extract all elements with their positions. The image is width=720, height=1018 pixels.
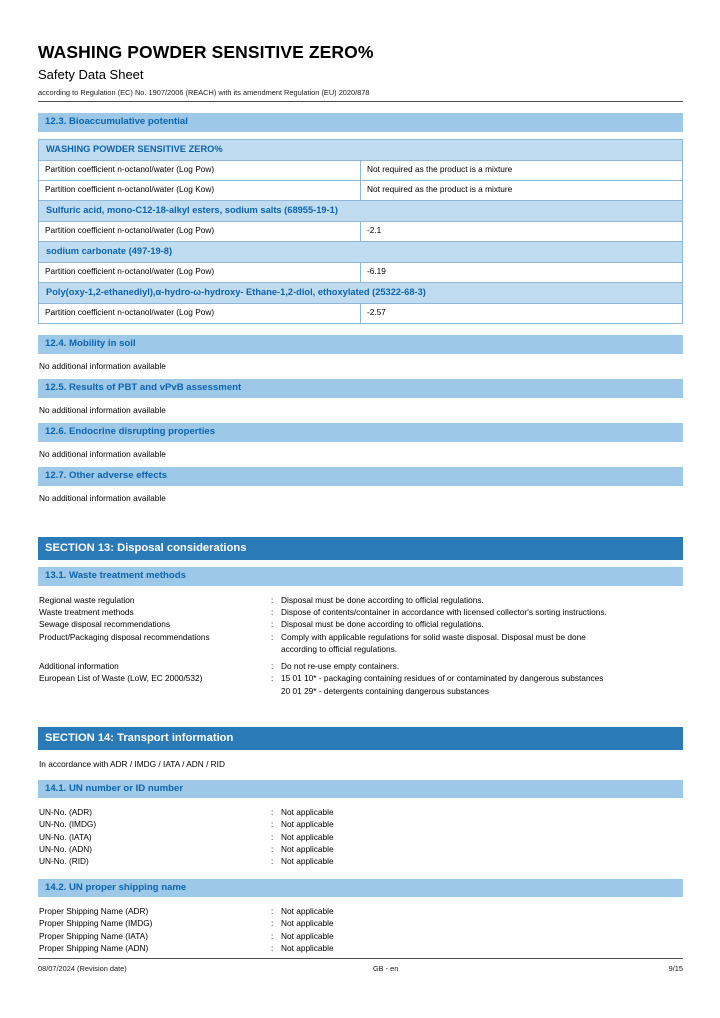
subsection-heading-12-5: 12.5. Results of PBT and vPvB assessment bbox=[38, 379, 683, 398]
un-number-list bbox=[38, 798, 683, 867]
spacer bbox=[38, 102, 683, 113]
subsection-body-12-6: No additional information available bbox=[39, 448, 166, 459]
subsection-heading-13-1: 13.1. Waste treatment methods bbox=[38, 567, 683, 586]
sds-page bbox=[38, 0, 683, 1018]
item-separator: : bbox=[271, 843, 274, 854]
item-separator: : bbox=[271, 631, 274, 642]
item-label: Proper Shipping Name (IMDG) bbox=[39, 918, 153, 929]
item-label: UN-No. (ADN) bbox=[39, 843, 93, 854]
property-value: -2.57 bbox=[361, 304, 683, 324]
list-item bbox=[38, 618, 683, 630]
spacer bbox=[38, 324, 683, 335]
subsection-body-12-4: No additional information available bbox=[39, 360, 166, 371]
spacer bbox=[38, 560, 683, 567]
substance-name: Poly(oxy-1,2-ethanediyl),α-hydro-ω-hydroxy- Ethane-1,2-diol, ethoxylated (25322-68-3) bbox=[39, 283, 683, 304]
list-item bbox=[38, 855, 683, 867]
property-value: Not required as the product is a mixture bbox=[361, 181, 683, 201]
item-value: Not applicable bbox=[281, 807, 334, 818]
subsection-heading-12-6: 12.6. Endocrine disrupting properties bbox=[38, 423, 683, 442]
document-header bbox=[38, 0, 683, 102]
item-label: Proper Shipping Name (ADR) bbox=[39, 906, 149, 917]
item-label: Regional waste regulation bbox=[39, 594, 135, 605]
item-value-line: Comply with applicable regulations for solid waste disposal. Disposal must be done bbox=[281, 631, 586, 642]
page-footer bbox=[38, 958, 683, 973]
list-item bbox=[38, 594, 683, 606]
item-value-line: Disposal must be done according to official regulations. bbox=[281, 594, 484, 605]
list-item bbox=[38, 631, 683, 656]
property-value: -6.19 bbox=[361, 263, 683, 283]
substance-name: WASHING POWDER SENSITIVE ZERO% bbox=[39, 139, 683, 160]
property-label: Partition coefficient n-octanol/water (Log Pow) bbox=[39, 304, 361, 324]
list-item bbox=[38, 930, 683, 942]
item-label: Sewage disposal recommendations bbox=[39, 619, 170, 630]
property-label: Partition coefficient n-octanol/water (Log Pow) bbox=[39, 161, 361, 181]
subsection-heading-12-7: 12.7. Other adverse effects bbox=[38, 467, 683, 486]
item-value: Not applicable bbox=[281, 856, 334, 867]
item-value: Not applicable bbox=[281, 906, 334, 917]
property-label: Partition coefficient n-octanol/water (Log Pow) bbox=[39, 263, 361, 283]
spacer bbox=[38, 697, 683, 727]
item-separator: : bbox=[271, 819, 274, 830]
item-label: European List of Waste (LoW, EC 2000/532) bbox=[39, 673, 203, 684]
footer-revision-date: 08/07/2024 (Revision date) bbox=[38, 964, 127, 973]
section-heading-14: SECTION 14: Transport information bbox=[38, 727, 683, 750]
item-value bbox=[281, 618, 683, 630]
table-body bbox=[39, 139, 683, 323]
item-separator: : bbox=[271, 906, 274, 917]
list-item bbox=[38, 660, 683, 672]
item-label: Proper Shipping Name (ADN) bbox=[39, 942, 149, 953]
property-label: Partition coefficient n-octanol/water (Log Kow) bbox=[39, 181, 361, 201]
property-value: Not required as the product is a mixture bbox=[361, 161, 683, 181]
list-item bbox=[38, 672, 683, 697]
list-item bbox=[38, 606, 683, 618]
transport-intro: In accordance with ADR / IMDG / IATA / ADN / RID bbox=[39, 759, 225, 770]
table-group-header bbox=[39, 283, 683, 304]
item-value bbox=[281, 672, 683, 697]
subsection-body-12-5: No additional information available bbox=[39, 404, 166, 415]
item-separator: : bbox=[271, 673, 274, 684]
table-row bbox=[39, 181, 683, 201]
item-value-continuation: 20 01 29* - detergents containing dangerous substances bbox=[281, 685, 490, 696]
waste-treatment-list bbox=[38, 586, 683, 697]
item-value: Not applicable bbox=[281, 930, 334, 941]
table-row bbox=[39, 161, 683, 181]
item-label: UN-No. (IMDG) bbox=[39, 819, 97, 830]
subsection-body-12-7: No additional information available bbox=[39, 492, 166, 503]
list-item bbox=[38, 917, 683, 929]
table-group-header bbox=[39, 201, 683, 222]
item-separator: : bbox=[271, 607, 274, 618]
list-item bbox=[38, 905, 683, 917]
item-separator: : bbox=[271, 661, 274, 672]
regulation-reference: according to Regulation (EC) No. 1907/2006 (REACH) with its amendment Regulation (EU) 2020/878 bbox=[38, 87, 370, 97]
item-value bbox=[281, 631, 683, 656]
item-value bbox=[281, 660, 683, 672]
item-separator: : bbox=[271, 918, 274, 929]
item-separator: : bbox=[271, 831, 274, 842]
item-label: UN-No. (RID) bbox=[39, 856, 89, 867]
list-item bbox=[38, 942, 683, 954]
item-label: Proper Shipping Name (IATA) bbox=[39, 930, 148, 941]
subsection-heading-12-3: 12.3. Bioaccumulative potential bbox=[38, 113, 683, 132]
item-value-continuation: according to official regulations. bbox=[281, 643, 398, 654]
subsection-heading-14-2: 14.2. UN proper shipping name bbox=[38, 879, 683, 898]
item-value-line: Do not re-use empty containers. bbox=[281, 661, 400, 672]
item-label: Waste treatment methods bbox=[39, 607, 134, 618]
item-label: UN-No. (IATA) bbox=[39, 831, 92, 842]
table-row bbox=[39, 304, 683, 324]
item-label: UN-No. (ADR) bbox=[39, 807, 93, 818]
bioaccumulative-potential-table bbox=[38, 139, 683, 324]
table-row bbox=[39, 263, 683, 283]
item-value: Not applicable bbox=[281, 831, 334, 842]
list-item bbox=[38, 818, 683, 830]
item-separator: : bbox=[271, 619, 274, 630]
item-value: Not applicable bbox=[281, 819, 334, 830]
footer-content bbox=[38, 959, 683, 973]
item-label: Additional information bbox=[39, 661, 119, 672]
substance-name: Sulfuric acid, mono-C12-18-alkyl esters, sodium salts (68955-19-1) bbox=[39, 201, 683, 222]
property-label: Partition coefficient n-octanol/water (Log Pow) bbox=[39, 222, 361, 242]
item-value bbox=[281, 606, 683, 618]
substance-name: sodium carbonate (497-19-8) bbox=[39, 242, 683, 263]
table-group-header bbox=[39, 139, 683, 160]
spacer bbox=[38, 511, 683, 537]
item-separator: : bbox=[271, 930, 274, 941]
document-subtitle: Safety Data Sheet bbox=[38, 67, 144, 83]
table-group-header bbox=[39, 242, 683, 263]
item-value: Not applicable bbox=[281, 942, 334, 953]
item-value-line: Dispose of contents/container in accordance with licensed collector's sorting instructions. bbox=[281, 607, 607, 618]
property-value: -2.1 bbox=[361, 222, 683, 242]
item-separator: : bbox=[271, 807, 274, 818]
item-separator: : bbox=[271, 594, 274, 605]
subsection-heading-12-4: 12.4. Mobility in soil bbox=[38, 335, 683, 354]
item-separator: : bbox=[271, 942, 274, 953]
list-item bbox=[38, 806, 683, 818]
shipping-name-list bbox=[38, 897, 683, 954]
item-value-line: Disposal must be done according to official regulations. bbox=[281, 619, 484, 630]
item-value-line: 15 01 10* - packaging containing residues of or contaminated by dangerous substances bbox=[281, 673, 604, 684]
section-heading-13: SECTION 13: Disposal considerations bbox=[38, 537, 683, 560]
item-value bbox=[281, 594, 683, 606]
spacer bbox=[38, 132, 683, 139]
page-title: WASHING POWDER SENSITIVE ZERO% bbox=[38, 42, 374, 62]
spacer bbox=[38, 868, 683, 879]
item-separator: : bbox=[271, 856, 274, 867]
list-item bbox=[38, 843, 683, 855]
item-value: Not applicable bbox=[281, 918, 334, 929]
item-value: Not applicable bbox=[281, 843, 334, 854]
table-row bbox=[39, 222, 683, 242]
list-item bbox=[38, 831, 683, 843]
footer-locale: GB - en bbox=[372, 964, 399, 973]
item-label: Product/Packaging disposal recommendations bbox=[39, 631, 210, 642]
footer-page-number: 9/15 bbox=[668, 964, 683, 973]
subsection-heading-14-1: 14.1. UN number or ID number bbox=[38, 780, 683, 799]
